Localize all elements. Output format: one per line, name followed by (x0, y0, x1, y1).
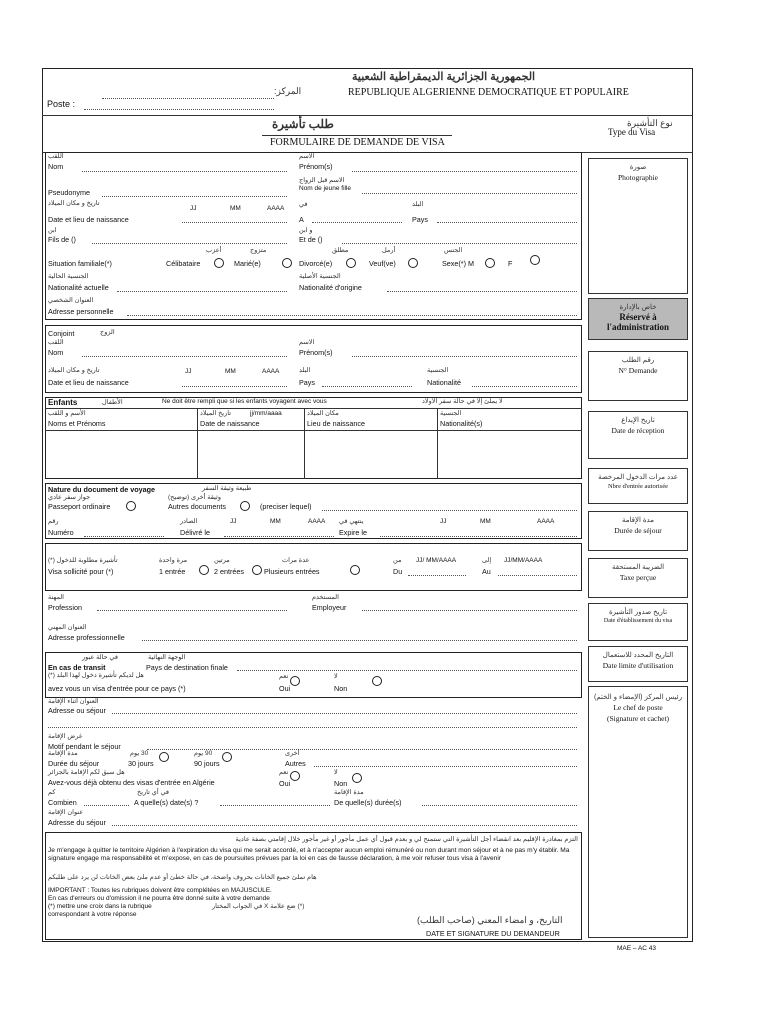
visa-ar-from: من (393, 557, 402, 564)
destination-label: Pays de destination finale (146, 663, 228, 672)
radio-sex-m[interactable] (485, 258, 495, 268)
dur-label: De quelle(s) durée(s) (334, 798, 402, 807)
nationalite-origine-field[interactable] (387, 291, 577, 292)
prenom-label: Prénom(s) (299, 162, 333, 171)
ar-issued: الصادر (180, 518, 198, 525)
ar-maiden: الاسم قبل الزواج (299, 177, 345, 184)
duration-label: Durée du séjour (48, 759, 100, 768)
reserved-admin-box: خاص بالإدارة Réservé à l'administration (588, 298, 688, 340)
ar-addr: عنوان الإقامة (48, 809, 84, 816)
visa-from-field[interactable] (408, 575, 466, 576)
children-col3 (437, 408, 438, 479)
pays-label: Pays (412, 215, 428, 224)
radio-90-jours[interactable] (222, 752, 232, 762)
visa-ar-opt1: مرتين (214, 557, 230, 564)
other-doc-label: Autres documents (168, 502, 226, 511)
adresse-field[interactable] (127, 315, 577, 316)
poste-label: Poste : (47, 99, 76, 109)
stay-address-field-2[interactable] (48, 727, 577, 728)
pseudonyme-field[interactable] (102, 196, 287, 197)
prenom-field[interactable] (352, 171, 577, 172)
spouse-ar-lastname: اللقب (48, 339, 64, 346)
important-note: IMPORTANT : Toutes les rubriques doivent être complétées en MAJUSCULE. (48, 887, 272, 894)
numero-label: Numéro (48, 528, 74, 537)
radio-plusieurs[interactable] (350, 565, 360, 575)
radio-prev-non[interactable] (352, 773, 362, 783)
status-veuf: Veuf(ve) (369, 259, 396, 268)
center-label-arabic: المركز: (274, 86, 302, 96)
ar-birth: تاريخ و مكان الميلاد (48, 200, 100, 207)
prev-ar-yes: نعم (279, 769, 289, 776)
signature-label[interactable]: DATE ET SIGNATURE DU DEMANDEUR (426, 929, 560, 938)
ar-work-address: العنوان المهني (48, 624, 87, 631)
visa-ar-opt0: مرة واحدة (159, 557, 188, 564)
ar-status-2: مطلق (332, 247, 349, 254)
ar-number: رقم (48, 518, 59, 525)
important-note-2: En cas d'erreurs ou d'omission il ne pourra être donné suite à votre demande (48, 895, 270, 902)
poste-line[interactable] (84, 109, 274, 110)
children-title: Enfants (48, 398, 78, 407)
transit-no-label: Non (334, 684, 348, 693)
travel-doc-ar-title: طبيعة وثيقة السفر (202, 485, 252, 492)
situation-label: Situation familiale(*) (48, 259, 112, 268)
chef-poste-box[interactable]: رئيس المركز (الإمضاء و الختم) Le chef de poste (Signature et cachet) (588, 686, 688, 938)
travel-doc-title: Nature du document de voyage (48, 485, 156, 494)
type-visa-label: Type du Visa (608, 127, 656, 137)
side-field-taxe[interactable]: الضريبة المستحقة Taxe perçue (588, 558, 688, 598)
visa-opt-2: 2 entrées (214, 567, 244, 576)
work-address-field[interactable] (142, 640, 577, 641)
transit-ar-yes: نعم (279, 673, 289, 680)
ar-status-0: أعزب (206, 247, 222, 254)
profession-field[interactable] (97, 610, 287, 611)
fils-field[interactable] (92, 243, 287, 244)
spouse-nationalite-field[interactable] (472, 386, 577, 387)
cross-note: (*) mettre une croix dans la rubrique (48, 903, 152, 910)
header-divider (42, 115, 693, 116)
children-note: Ne doit être rempli que si les enfants voyagent avec vous (162, 398, 327, 405)
maiden-label: Nom de jeune fille (299, 185, 352, 192)
d90-label: 90 jours (194, 759, 220, 768)
declaration-arabic: التزم بمغادرة الإقليم بعد انقضاء أجل التأشيرة التي ستمنح لي و بعدم قبول أي عمل مأجور أو غير مأجور خلال إقامتي بصفة عادية (235, 836, 578, 843)
addr-field[interactable] (112, 825, 577, 826)
title-arabic: طلب تأشيرة (272, 117, 334, 131)
preciser-field[interactable] (322, 510, 577, 511)
ar-sex: الجنس (444, 247, 463, 254)
side-field-reception[interactable]: تاريخ الإيداع Date de réception (588, 411, 688, 459)
employeur-label: Employeur (312, 603, 347, 612)
spouse-ar-firstname: الاسم (299, 339, 315, 346)
children-ar-h1: تاريخ الميلاد (200, 410, 232, 417)
children-date-fmt: jj/mm/aaaa (250, 410, 282, 417)
title-underline (262, 135, 452, 136)
ar-firstname: الاسم (299, 153, 315, 160)
radio-ordinary[interactable] (126, 501, 136, 511)
issued-mm: MM (270, 518, 281, 525)
ar-conjoint: الزوج (100, 329, 115, 336)
spouse-pays-field[interactable] (322, 386, 412, 387)
ar-stay-address: العنوان أثناء الإقامة (48, 698, 99, 705)
ar-other-doc: وثيقة أخرى (توضيح) (168, 494, 221, 501)
ar-at: في (299, 201, 308, 208)
expire-aaaa: AAAA (537, 518, 555, 525)
ar-address: العنوان الشخصي (48, 297, 94, 304)
radio-other-doc[interactable] (240, 501, 250, 511)
transit-q: avez vous un visa d'entrée pour ce pays (*) (48, 684, 186, 693)
ar-transit: في حالة عبور (82, 654, 118, 661)
a-label: A (299, 215, 304, 224)
howmany-field[interactable] (84, 805, 129, 806)
issued-aaaa: AAAA (308, 518, 326, 525)
prev-no-label: Non (334, 779, 348, 788)
radio-1-entree[interactable] (199, 565, 209, 575)
transit-yes-label: Oui (279, 684, 291, 693)
spouse-pays-label: Pays (299, 378, 315, 387)
spouse-nationalite-label: Nationalité (427, 378, 461, 387)
ar-country: البلد (412, 201, 424, 208)
addr-label: Adresse du séjour (48, 818, 106, 827)
children-ar-h0: الأسم و اللقب (48, 410, 86, 417)
radio-prev-oui[interactable] (290, 771, 300, 781)
republic-arabic: الجمهورية الجزائرية الديمقراطية الشعبية (352, 71, 536, 83)
ar-status-1: متزوج (250, 247, 267, 254)
d30-label: 30 jours (128, 759, 154, 768)
numero-field[interactable] (84, 536, 164, 537)
preciser-label: (preciser lequel) (260, 502, 312, 511)
ar-when: في أي تاريخ (137, 789, 169, 796)
birth-place-field[interactable] (312, 222, 402, 223)
visa-ar-to: إلى (482, 557, 492, 564)
spouse-nom-label: Nom (48, 348, 64, 357)
declaration-french: Je m'engage à quitter le territoire Algérien à l'expiration du visa qui me serait accordé, et à n'accepter aucun emploi rémunéré ou non durant mon séjour et à ne pas m'y établir. Ma signature engage ma responsabilité et m'expose, en cas de poursuites prévues par la loi en cas de fausse déclaration, à me voir refuser tous visa à l'avenir (48, 847, 570, 862)
spouse-mm: MM (225, 368, 236, 375)
when-label: A quelle(s) date(s) ? (134, 798, 199, 807)
ar-howmany: كم (48, 789, 56, 796)
profession-label: Profession (48, 603, 82, 612)
status-celibataire: Célibataire (166, 259, 201, 268)
ar-lastname: اللقب (48, 153, 64, 160)
fils-label: Fils de () (48, 235, 76, 244)
nationalite-label: Nationalité actuelle (48, 283, 109, 292)
declaration-caps-arabic: هام تملئ جميع الخانات بحروف واضحة، في حالة خطئ أو عدم ملئ بعض الخانات لن يرد على طلبكم (48, 874, 317, 881)
children-header-line (45, 408, 582, 409)
ar-transit-q: هل لديكم تأشيرة دخول لهذا البلد (*) (48, 672, 144, 679)
radio-transit-oui[interactable] (290, 676, 300, 686)
expire-field[interactable] (380, 536, 577, 537)
transit-ar-no: لا (334, 673, 338, 680)
radio-divorce[interactable] (346, 258, 356, 268)
visa-to-field[interactable] (498, 575, 577, 576)
other-dur-label: Autres (285, 759, 306, 768)
prev-yes-label: Oui (279, 779, 291, 788)
side-field-duree[interactable]: مدة الإقامة Durée de séjour (588, 511, 688, 551)
expire-mm: MM (480, 518, 491, 525)
visa-from-fmt: JJ/ MM/AAAA (416, 557, 457, 564)
cross-note-arabic: (*) ضع علامة X في الجواب المختار (212, 903, 305, 910)
nationalite-origine-label: Nationalité d'origine (299, 283, 362, 292)
children-ar-title: الأطفال (102, 399, 123, 406)
children-h3: Nationalité(s) (440, 419, 483, 428)
children-col2 (304, 408, 305, 479)
spouse-ar-nat: الجنسية (427, 367, 449, 374)
children-ar-h2: مكان الميلاد (307, 410, 339, 417)
stay-address-label: Adresse ou séjour (48, 706, 106, 715)
ar-duration: مدة الإقامة (48, 750, 78, 757)
prev-ar-no: لا (334, 769, 338, 776)
sexe-label: Sexe(*) M (442, 259, 474, 268)
ar-other-dur: أخرى (285, 750, 300, 757)
form-code: MAE – AC 43 (617, 945, 657, 952)
transit-label: En cas de transit (48, 663, 106, 672)
children-ar-h3: الجنسية (440, 410, 462, 417)
center-line[interactable] (102, 98, 274, 99)
side-field-demande[interactable]: رقم الطلب N° Demande (588, 351, 688, 401)
radio-marie[interactable] (282, 258, 292, 268)
spouse-prenom-field[interactable] (352, 356, 577, 357)
ar-destination: الوجهة النهائية (148, 654, 186, 661)
delivre-label: Délivré le (180, 528, 210, 537)
ar-expire: ينتهي في (339, 518, 364, 525)
visa-opt-multi: Plusieurs entrées (264, 567, 320, 576)
children-ar-note: لا يملئ إلا في حالة سفر الأولاد (422, 398, 503, 405)
children-h1: Date de naissance (200, 419, 260, 428)
et-de-field[interactable] (342, 243, 577, 244)
maiden-field[interactable] (362, 193, 577, 194)
radio-celibataire[interactable] (214, 258, 224, 268)
spouse-birth-date-field[interactable] (182, 386, 287, 387)
nationalite-field[interactable] (117, 291, 287, 292)
children-header-bottom (45, 430, 582, 431)
visa-du: Du (393, 567, 403, 576)
children-h0: Noms et Prénoms (48, 419, 106, 428)
ar-employer: المستخدم (312, 594, 339, 601)
visa-opt-1: 1 entrée (159, 567, 186, 576)
ar-orig-nationality: الجنسية الأصلية (299, 273, 341, 280)
spouse-prenom-label: Prénom(s) (299, 348, 333, 357)
ar-nationality: الجنسية الحالية (48, 273, 89, 280)
pseudonyme-label: Pseudonyme (48, 188, 90, 197)
ar-status-3: أرمل (382, 247, 396, 254)
visa-ar-label: تأشيرة مطلوبة للدخول (*) (48, 557, 118, 564)
radio-veuf[interactable] (408, 258, 418, 268)
ar-motif: غرض الإقامة (48, 733, 83, 740)
visa-form (42, 68, 693, 952)
side-field-etablissement[interactable]: تاريخ صدور التأشيرة Date d'établissement du visa (588, 603, 688, 641)
spouse-ar-birth: تاريخ و مكان الميلاد (48, 367, 100, 374)
visa-to-fmt: JJ/MM/AAAA (504, 557, 543, 564)
radio-sex-f[interactable] (530, 255, 540, 265)
spouse-aaaa: AAAA (262, 368, 280, 375)
stay-address-field[interactable] (112, 713, 577, 714)
ar-prev: هل سبق لكم الإقامة بالجزائر (48, 769, 125, 776)
cross-note-2: correspondant à votre réponse (48, 911, 137, 918)
prev-label: Avez-vous déjà obtenu des visas d'entrée en Algérie (48, 778, 215, 787)
howmany-label: Combien (48, 798, 77, 807)
signature-arabic: التاريخ، و امضاء المعني (صاحب الطلب) (417, 915, 563, 925)
side-field-limite[interactable]: التاريخ المحدد للاستعمال Date limite d'utilisation (588, 646, 688, 682)
visa-au: Au (482, 567, 491, 576)
motif-label: Motif pendant le séjour (48, 742, 121, 751)
visa-ar-opt2: عدة مرات (282, 557, 310, 564)
radio-30-jours[interactable] (159, 752, 169, 762)
dur-field[interactable] (422, 805, 577, 806)
et-de-label: Et de () (299, 235, 323, 244)
birth-label: Date et lieu de naissance (48, 215, 129, 224)
destination-field[interactable] (237, 670, 577, 671)
ar-90-days: 90 يوم (194, 750, 213, 757)
birth-date-field[interactable] (182, 222, 287, 223)
spouse-nom-field[interactable] (82, 356, 287, 357)
spouse-birth-label: Date et lieu de naissance (48, 378, 129, 387)
photo-box[interactable]: صورة Photographie (588, 158, 688, 294)
type-visa-arabic: نوع التأشيرة (627, 118, 673, 128)
spouse-jj: JJ (185, 368, 192, 375)
employeur-field[interactable] (362, 610, 577, 611)
ar-dur: مدة الإقامة (334, 789, 364, 796)
spouse-ar-country: البلد (299, 367, 311, 374)
republic-french: REPUBLIQUE ALGERIENNE DEMOCRATIQUE ET POPULAIRE (348, 87, 629, 98)
ar-and: و ابن (299, 227, 313, 234)
work-address-label: Adresse professionnelle (48, 633, 125, 642)
birth-aaaa: AAAA (267, 205, 285, 212)
side-field-entries[interactable]: عدد مرات الدخول المرخصة Nbre d'entrée autorisée (588, 468, 688, 504)
adresse-label: Adresse personnelle (48, 307, 114, 316)
nom-field[interactable] (82, 171, 287, 172)
birth-country-field[interactable] (437, 222, 577, 223)
ar-son: ابن (48, 227, 57, 234)
children-col1 (197, 408, 198, 479)
birth-mm: MM (230, 205, 241, 212)
delivre-field[interactable] (224, 536, 334, 537)
ar-ordinary: جواز سفر عادي (48, 494, 91, 501)
when-field[interactable] (220, 805, 330, 806)
title-french: FORMULAIRE DE DEMANDE DE VISA (270, 137, 445, 148)
ar-30-days: 30 يوم (130, 750, 149, 757)
children-h2: Lieu de naissance (307, 419, 365, 428)
status-divorce: Divorcé(e) (299, 259, 333, 268)
other-dur-field[interactable] (314, 766, 577, 767)
status-marie: Marié(e) (234, 259, 261, 268)
sexe-f-label: F (508, 259, 513, 268)
visa-label: Visa sollicité pour (*) (48, 567, 114, 576)
expire-label: Expire le (339, 528, 367, 537)
ar-profession: المهنة (48, 594, 64, 601)
ordinary-label: Passeport ordinaire (48, 502, 111, 511)
expire-jj: JJ (440, 518, 447, 525)
conjoint-label: Conjoint (48, 329, 75, 338)
nom-label: Nom (48, 162, 64, 171)
issued-jj: JJ (230, 518, 237, 525)
radio-2-entrees[interactable] (252, 565, 262, 575)
birth-jj: JJ (190, 205, 197, 212)
radio-transit-non[interactable] (372, 676, 382, 686)
